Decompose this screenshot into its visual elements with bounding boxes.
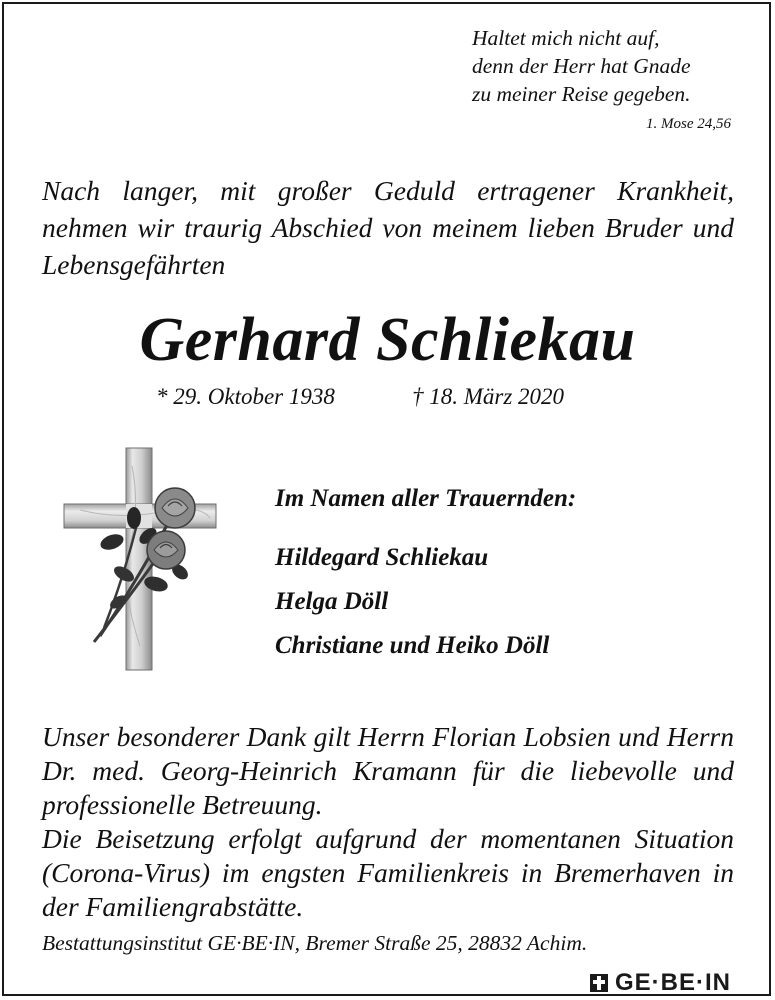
undertaker-logo — [588, 968, 731, 998]
burial-text: Die Beisetzung erfolgt aufgrund der momentanen Situation (Corona-Virus) im engsten Familienkreis in Bremerhaven in der Familiengrabstätte. — [42, 823, 734, 922]
intro-text: Nach langer, mit großer Geduld ertragener Krankheit, nehmen wir traurig Abschied von meinem lieben Bruder und Lebensgefährten — [42, 175, 734, 280]
bible-verse — [472, 24, 742, 108]
gebein-logo-icon — [588, 972, 610, 994]
thanks-text: Unser besonderer Dank gilt Herrn Florian Lobsien und Herrn Dr. med. Georg-Heinrich Kramann für die liebevolle und professionelle Betreuung. — [42, 721, 734, 820]
mourner-name: Hildegard Schliekau — [275, 544, 489, 571]
mourner-name: Helga Döll — [275, 588, 389, 615]
mourner-name: Christiane und Heiko Döll — [275, 632, 550, 659]
verse-reference: 1. Mose 24,56 — [646, 116, 731, 132]
birth-date: * 29. Oktober 1938 — [156, 384, 335, 409]
logo-text: GE·BE·IN — [615, 969, 731, 996]
verse-line: zu meiner Reise gegeben. — [472, 82, 691, 106]
mourners-heading: Im Namen aller Trauernden: — [275, 485, 577, 512]
verse-line: denn der Herr hat Gnade — [472, 54, 691, 78]
verse-line: Haltet mich nicht auf, — [472, 26, 660, 50]
undertaker-address: Bestattungsinstitut GE·BE·IN, Bremer Straße 25, 28832 Achim. — [42, 931, 588, 955]
death-date: † 18. März 2020 — [412, 384, 565, 409]
deceased-name: Gerhard Schliekau — [139, 306, 636, 374]
cross-with-roses-icon — [60, 446, 230, 674]
mourners-block — [275, 482, 576, 668]
